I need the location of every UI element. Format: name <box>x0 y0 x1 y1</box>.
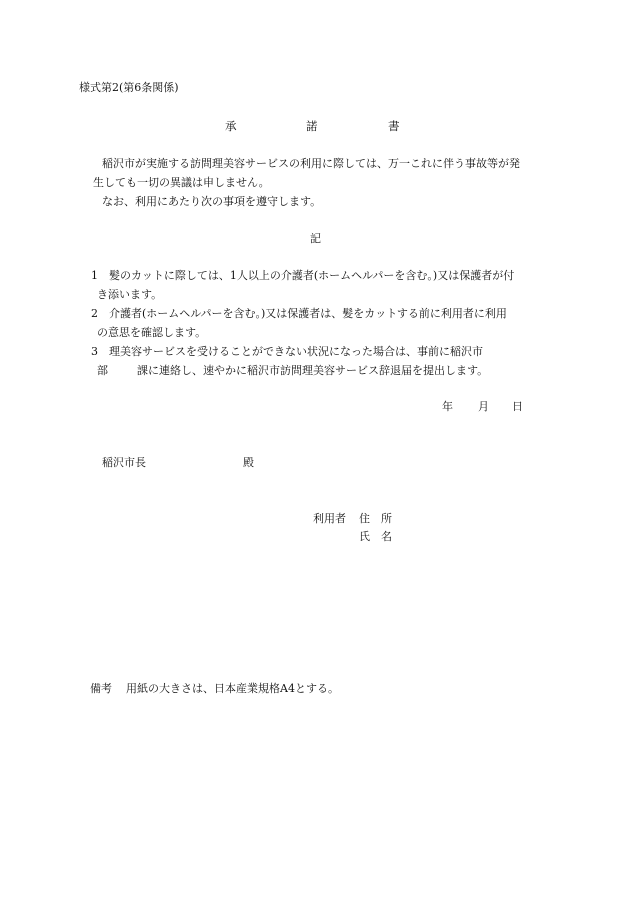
addressee-name: 稲沢市長 <box>102 456 146 469</box>
address-label: 住所 <box>359 512 403 525</box>
item-2-line-1: 2 介護者(ホームヘルパーを含む。)又は保護者は、髪をカットする前に利用者に利用 <box>91 307 507 320</box>
date-year: 年 <box>442 400 453 413</box>
intro-line-1: 稲沢市が実施する訪問理美容サービスの利用に際しては、万一これに伴う事故等が発 <box>102 157 520 170</box>
form-number: 様式第2(第6条関係) <box>79 81 179 94</box>
item-3-line-1: 3 理美容サービスを受けることができない状況になった場合は、事前に稲沢市 <box>91 345 483 358</box>
date-day: 日 <box>512 400 523 413</box>
title-char-3: 書 <box>388 119 400 133</box>
ki-heading: 記 <box>310 232 321 245</box>
item-3-line-2 <box>97 365 488 376</box>
user-label: 利用者 <box>313 512 346 525</box>
intro-line-3: なお、利用にあたり次の事項を遵守します。 <box>102 195 322 208</box>
item-1-line-2: き添います。 <box>97 288 163 301</box>
intro-line-2: 生しても一切の異議は申しません。 <box>93 176 270 189</box>
item-1-line-1: 1 髪のカットに際しては、1人以上の介護者(ホームヘルパーを含む。)又は保護者が付 <box>91 269 515 282</box>
date-month: 月 <box>478 400 489 413</box>
title-char-2: 諾 <box>306 119 318 133</box>
name-label: 氏名 <box>359 530 403 543</box>
title-char-1: 承 <box>225 119 237 133</box>
remarks-text: 用紙の大きさは、日本産業規格A4とする。 <box>126 682 339 695</box>
remarks-label: 備考 <box>90 682 112 695</box>
item-3-department: 部 <box>97 364 108 377</box>
item-2-line-2: の意思を確認します。 <box>97 326 207 339</box>
addressee-honorific: 殿 <box>243 456 254 469</box>
item-3-section-text: 課に連絡し、速やかに稲沢市訪問理美容サービス辞退届を提出します。 <box>137 364 489 377</box>
